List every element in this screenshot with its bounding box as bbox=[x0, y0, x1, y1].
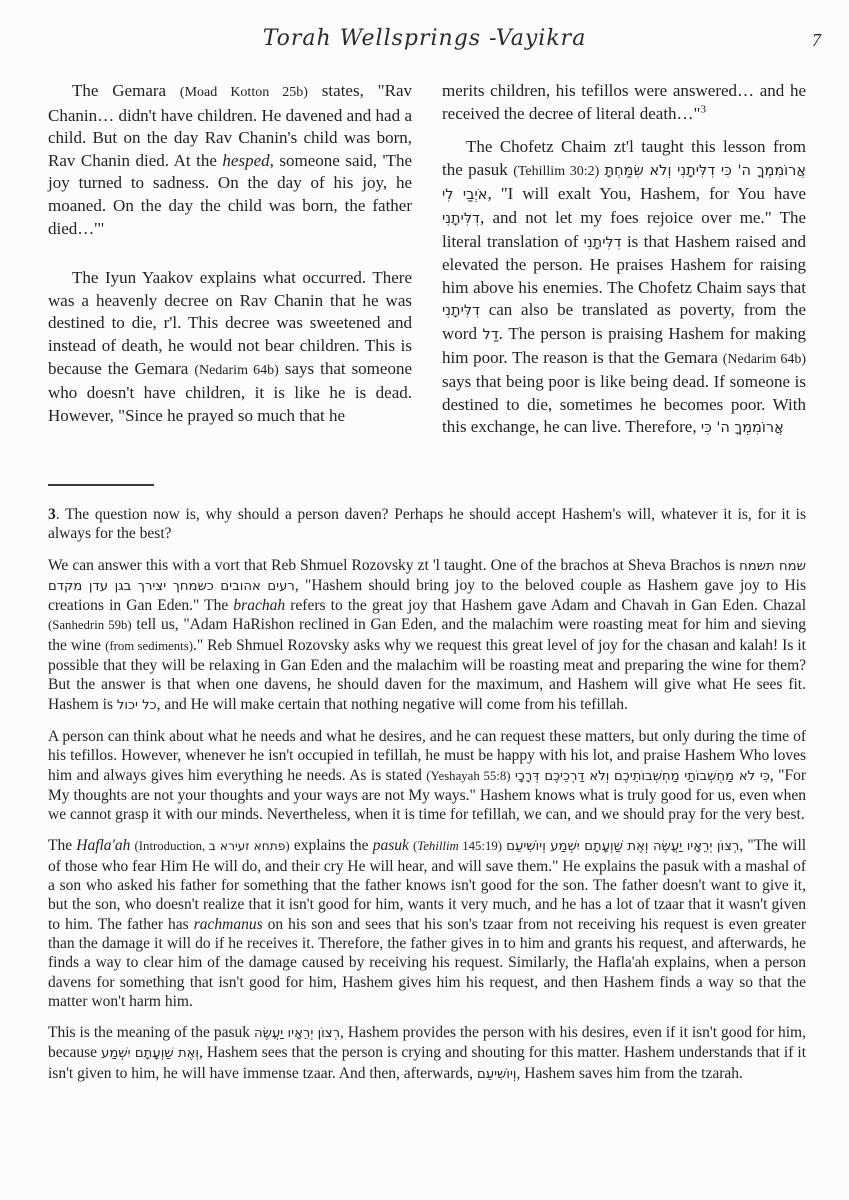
text-segment: (Sanhedrin 59b) bbox=[48, 618, 132, 633]
text-segment: , "Hashem should bring joy to the beloved couple as Hashem gave joy to His creations in Gan Eden." The bbox=[48, 576, 806, 615]
text-segment: This is the meaning of the pasuk bbox=[48, 1024, 254, 1042]
text-segment: , and He will make certain that nothing negative will come from his tefillah. bbox=[156, 695, 628, 713]
text-segment: (Yeshayah 55:8) bbox=[426, 768, 511, 783]
text-segment: (Nedarim 64b) bbox=[194, 362, 279, 378]
paragraph bbox=[48, 727, 806, 824]
hebrew-text: שמח תשמח רעים אהובים כשמחך יצירך בגן עדן מקדם bbox=[48, 558, 806, 594]
text-segment: refers to the great joy that Hashem gave Adam and Chavah in Gan Eden. Chazal bbox=[285, 597, 806, 615]
text-segment: brachah bbox=[233, 597, 286, 615]
hebrew-text: דַל bbox=[482, 326, 499, 343]
page-number: 7 bbox=[812, 30, 821, 50]
hebrew-text: דִלִּיתָנִי bbox=[442, 210, 480, 227]
paragraph bbox=[48, 836, 806, 1011]
text-segment: (Tehillim 30:2) bbox=[513, 163, 600, 179]
text-segment: Tehillim bbox=[417, 839, 459, 854]
text-segment: , someone said, 'The joy turned to sadness. On the day of his joy, he moaned. On the day the child was born, the father died…'" bbox=[48, 150, 412, 238]
text-segment: , "I will exalt You, Hashem, for You have bbox=[487, 184, 807, 204]
text-segment: , "For My thoughts are not your thoughts and your ways are not My ways." Hashem knows what is truly good for us, even when we cannot grasp it with our minds. Nevertheless, when it is time for tefillah, we can, and we should pray for the very best. bbox=[48, 766, 807, 824]
text-segment: 3 bbox=[700, 102, 706, 115]
text-segment: on his son and sees that his son's tzaar from not receiving his request is even greater than the damage it will do if he receives it. Therefore, the father gives in to him and grants his request, and afterwards, he finds a way to clear him of the damage caused by receiving his request. Similarly, the Hafla'ah explains, when a person davens for something that isn't good for him, Hashem gives him his request, and then Hashem finds a way so that the matter won't harm him. bbox=[48, 915, 806, 1010]
footnotes-section bbox=[48, 505, 806, 1084]
paragraph bbox=[48, 556, 806, 715]
text-segment: , Hashem provides the person with his desires, even if it isn't good for him, because bbox=[48, 1024, 806, 1062]
text-segment: tell us, "Adam HaRishon reclined in Gan Eden, and the malachim were roasting meat for him and sieving the wine bbox=[48, 616, 806, 654]
text-segment: ." Reb Shmuel Rozovsky asks why we request this great level of joy for the chasan and kalah! Is it possible that they will be relaxing in Gan Eden and the malachim will be roasting meat and preparing the wine for them? But the answer is that when one davens, he should daven for the maximum, and Hashem will give what He sees fit. Hashem is bbox=[48, 636, 806, 713]
hebrew-text: רְצוֹן יְרֵאָיו יַעֲשֶׂה bbox=[253, 1026, 341, 1042]
text-segment: , "The will of those who fear Him He will do, and their cry He will hear, and will save them." He explains the pasuk with a mashal of a son who asked his father for something that the father knows isn't good for the son. The father doesn't want to give it, but the son, who doesn't realize that it isn't good for him, wants it very much, and he has a lot of tzaar that it wasn't given to him. The father has bbox=[48, 837, 807, 933]
footnote-divider bbox=[48, 484, 154, 486]
text-segment: states, "Rav Chanin… didn't have children. He davened and had a child. But on the day Rav Chanin's child was born, Rav Chanin died. At the bbox=[48, 81, 412, 170]
text-segment: , Hashem sees that the person is crying and shouting for this matter. Hashem understands that if it isn't given to him, he will have immense tzaar. And then, afterwards, bbox=[48, 1044, 807, 1082]
hebrew-text: כל יכול bbox=[116, 697, 157, 713]
hebrew-text: אֲרוֹמִמְךָ ה' כִּי bbox=[700, 420, 784, 437]
text-segment: says that being poor is like being dead. If someone is destined to die, sometimes he becomes poor. With this exchange, he can live. Therefore, bbox=[442, 372, 806, 437]
hebrew-text: דִלִּיתָנִי bbox=[583, 234, 622, 251]
paragraph bbox=[48, 505, 806, 544]
text-segment: (from sediments) bbox=[105, 638, 193, 653]
text-segment: 145:19) bbox=[458, 839, 503, 854]
text-segment: , Hashem saves him from the tzarah. bbox=[516, 1064, 743, 1082]
hebrew-text: אֲרוֹמִמְךָ ה' כִּי דִלִּיתָנִי וְלֹא שִׂמַּחְתָּ אֹיְבַי לִי bbox=[442, 162, 807, 204]
text-segment: A person can think about what he needs and what he desires, and he can request these matters, but only during the time of his tefillos. However, whenever he isn't occupied in tefillah, he must be happy with his lot, and praise Hashem Who loves him and always gives him everything he needs. As is stated bbox=[48, 727, 806, 784]
text-segment: (Introduction, bbox=[134, 839, 209, 854]
hebrew-text: דִלִּיתָנִי bbox=[442, 303, 480, 320]
hebrew-text: וְיוֹשִׁיעֵם bbox=[476, 1066, 517, 1082]
text-segment: merits children, his tefillos were answered… and he received the decree of literal death…" bbox=[442, 81, 806, 123]
text-segment: pasuk bbox=[372, 837, 409, 855]
page-title: Torah Wellsprings -Vayikra bbox=[262, 26, 587, 51]
hebrew-text: פתחא זעירא ב bbox=[208, 839, 286, 854]
text-segment: ) bbox=[285, 839, 290, 854]
text-segment: The bbox=[48, 837, 77, 855]
main-content bbox=[48, 80, 806, 440]
text-segment: Hafla'ah bbox=[76, 837, 131, 855]
text-segment: explains the bbox=[289, 837, 373, 855]
text-segment: ( bbox=[413, 839, 418, 854]
paragraph bbox=[48, 1023, 806, 1084]
hebrew-text: כִּי לֹא מַחְשְׁבוֹתַי מַחְשְׁבוֹתֵיכֶם וְלֹא דַרְכֵיכֶם דְּרָכָי bbox=[514, 768, 770, 784]
text-segment: (Moad Kotton 25b) bbox=[179, 85, 308, 100]
hebrew-text: רְצוֹן יְרֵאָיו יַעֲשֶׂה וְאֶת שַׁוְעָתָם יִשְׁמַע וְיוֹשִׁיעֵם bbox=[506, 839, 740, 855]
text-segment: 3 bbox=[48, 506, 56, 523]
text-segment: can also be translated as poverty, from the word bbox=[442, 300, 806, 343]
text-segment: The Iyun Yaakov explains what occurred. There was a heavenly decree on Rav Chanin that he was destined to die, r'l. This decree was sweetened and instead of death, he would not bear children. This is because the Gemara bbox=[48, 268, 412, 378]
text-segment: We can answer this with a vort that Reb Shmuel Rozovsky zt 'l taught. One of the brachos at Sheva Brachos is bbox=[48, 556, 740, 574]
text-segment: is that Hashem raised and elevated the person. He praises Hashem for raising him above his enemies. The Chofetz Chaim says that bbox=[442, 231, 806, 297]
text-segment: The Chofetz Chaim zt'l taught this lesson from the pasuk bbox=[442, 137, 806, 179]
text-segment: The Gemara bbox=[72, 81, 180, 100]
text-segment: . The person is praising Hashem for making him poor. The reason is that the Gemara bbox=[442, 323, 806, 367]
left-column bbox=[48, 80, 412, 440]
hebrew-text: וְאֶת שַׁוְעָתָם יִשְׁמַע bbox=[101, 1046, 200, 1062]
right-column bbox=[442, 80, 806, 440]
text-segment: . The question now is, why should a person daven? Perhaps he should accept Hashem's will, whatever it is, for it is always for the best? bbox=[48, 506, 806, 543]
paragraph bbox=[442, 80, 806, 125]
paragraph bbox=[48, 267, 412, 427]
paragraph bbox=[48, 80, 412, 240]
text-segment: (Nedarim 64b) bbox=[722, 351, 806, 367]
text-segment: rachmanus bbox=[193, 915, 263, 933]
text-segment: hesped bbox=[222, 150, 270, 170]
paragraph bbox=[442, 136, 806, 440]
text-segment: says that someone who doesn't have children, it is like he is dead. However, "Since he prayed so much that he bbox=[48, 358, 412, 425]
text-segment: , and not let my foes rejoice over me." The literal translation of bbox=[442, 207, 806, 251]
